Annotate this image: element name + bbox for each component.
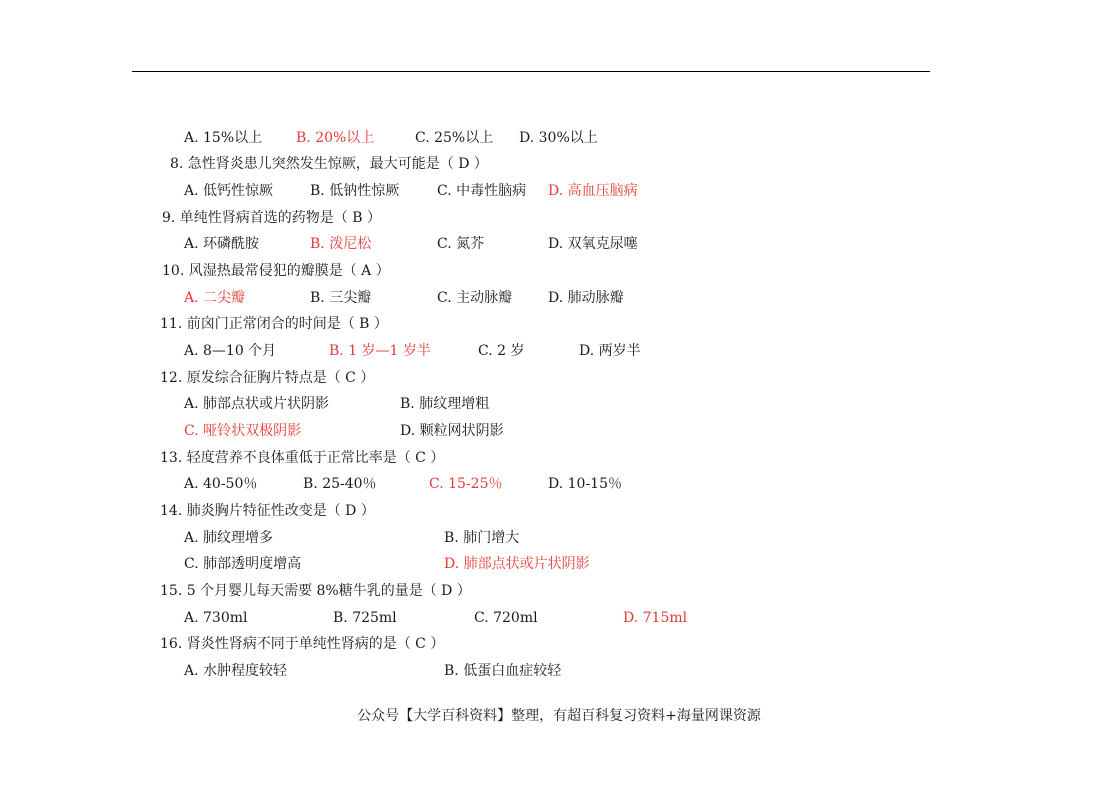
q11-option-b-answer: B. 1 岁—1 岁半 [329,343,431,359]
q12-option-c-answer: C. 哑铃状双极阴影 [184,423,302,439]
q14-option-d-answer: D. 肺部点状或片状阴影 [444,556,590,572]
q16-stem: 16. 肾炎性肾病不同于单纯性肾病的是（ C ） [160,636,445,652]
q15-option-b: B. 725ml [333,610,397,626]
header-rule [132,71,930,72]
q8-stem: 8. 急性肾炎患儿突然发生惊厥，最大可能是（ D ） [170,156,488,172]
q8-option-c: C. 中毒性脑病 [437,183,527,199]
q13-option-d: D. 10-15％ [548,476,622,492]
q11-stem: 11. 前囟门正常闭合的时间是（ B ） [160,316,388,332]
q15-option-c: C. 720ml [474,610,538,626]
q15-option-a: A. 730ml [184,610,248,626]
q10-option-c: C. 主动脉瓣 [437,290,513,306]
q12-option-a: A. 肺部点状或片状阴影 [184,396,330,412]
q12-stem: 12. 原发综合征胸片特点是（ C ） [160,370,375,386]
q8-option-b: B. 低钠性惊厥 [310,183,400,199]
q11-option-d: D. 两岁半 [579,343,641,359]
q14-stem: 14. 肺炎胸片特征性改变是（ D ） [160,503,375,519]
q8-option-a: A. 低钙性惊厥 [184,183,274,199]
q9-option-a: A. 环磷酰胺 [184,236,260,252]
q12-option-b: B. 肺纹理增粗 [400,396,490,412]
q7-option-c: C. 25%以上 [415,130,494,146]
q13-option-a: A. 40-50％ [184,476,258,492]
q9-stem: 9. 单纯性肾病首选的药物是（ B ） [162,210,381,226]
q12-option-d: D. 颗粒网状阴影 [400,423,504,439]
q14-option-b: B. 肺门增大 [444,530,520,546]
q8-option-d-answer: D. 高血压脑病 [548,183,638,199]
q7-option-a: A. 15%以上 [184,130,263,146]
q13-stem: 13. 轻度营养不良体重低于正常比率是（ C ） [160,450,445,466]
q15-option-d-answer: D. 715ml [623,610,688,626]
q13-option-b: B. 25-40％ [303,476,377,492]
q7-option-b-answer: B. 20%以上 [296,130,375,146]
q13-option-c-answer: C. 15-25％ [429,476,503,492]
q11-option-a: A. 8—10 个月 [184,343,277,359]
q10-option-b: B. 三尖瓣 [310,290,372,306]
page-footer: 公众号【大学百科资料】整理，有超百科复习资料+海量网课资源 [357,708,761,724]
q10-option-a-answer: A. 二尖瓣 [184,290,246,306]
q11-option-c: C. 2 岁 [478,343,525,359]
q7-option-d: D. 30%以上 [519,130,598,146]
q9-option-c: C. 氮芥 [437,236,485,252]
q16-option-a: A. 水肿程度较轻 [184,663,288,679]
q9-option-d: D. 双氧克尿噻 [548,236,638,252]
q10-stem: 10. 风湿热最常侵犯的瓣膜是（ A ） [162,263,390,279]
q15-stem: 15. 5 个月婴儿每天需要 8%糖牛乳的量是（ D ） [160,583,471,599]
q10-option-d: D. 肺动脉瓣 [548,290,624,306]
q16-option-b: B. 低蛋白血症较轻 [444,663,562,679]
q14-option-c: C. 肺部透明度增高 [184,556,302,572]
q9-option-b-answer: B. 泼尼松 [310,236,372,252]
q14-option-a: A. 肺纹理增多 [184,530,274,546]
